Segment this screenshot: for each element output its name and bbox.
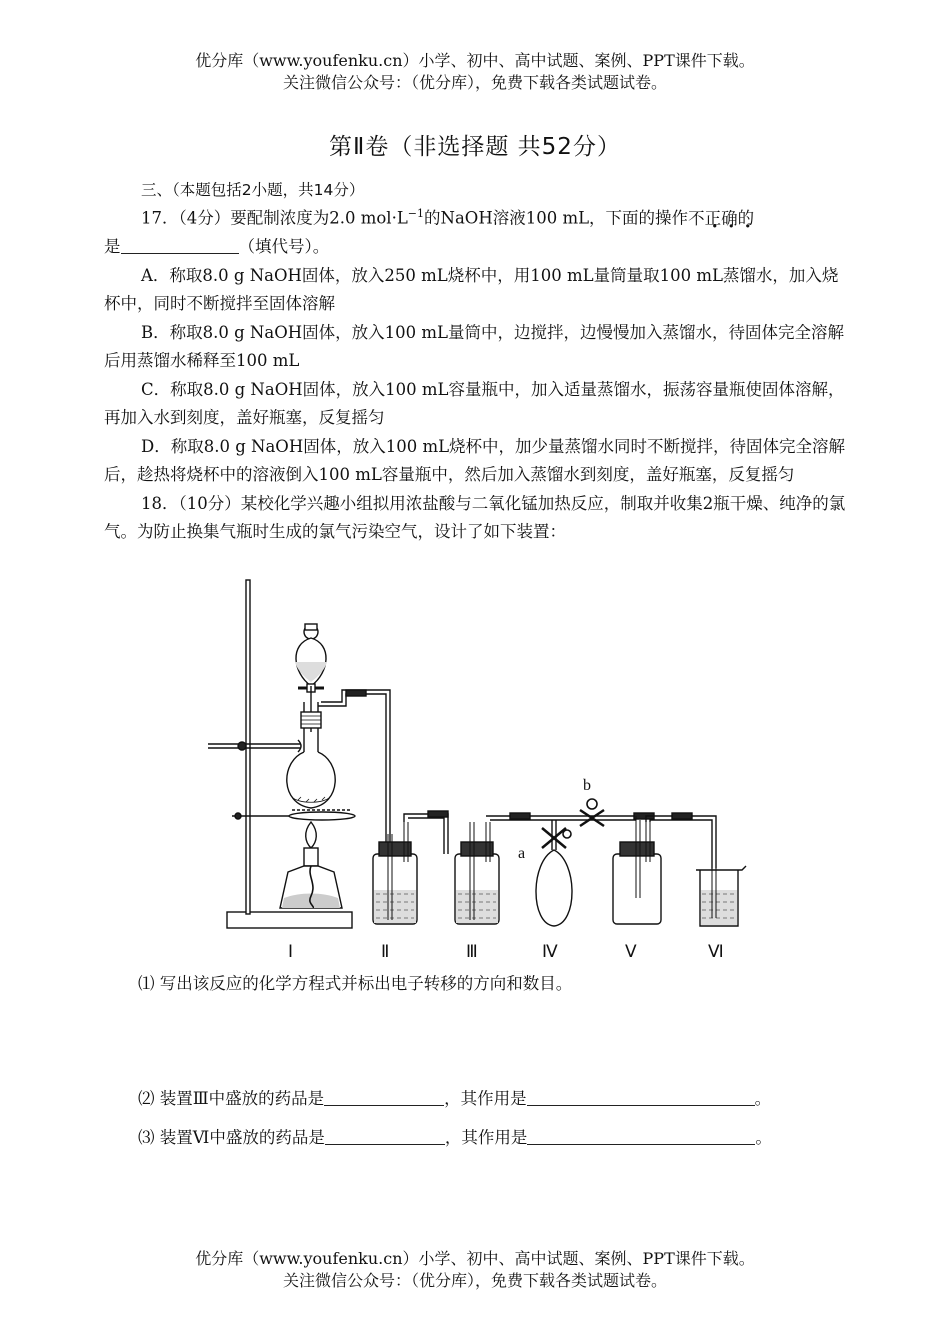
label-clip-b: b	[583, 777, 591, 794]
label-I: Ⅰ	[288, 942, 294, 961]
answer-blank-sub2-purpose[interactable]	[527, 1087, 755, 1106]
section-heading: 三、（本题包括2小题，共14分）	[141, 181, 365, 199]
q17-option-a: A．称取8.0 g NaOH固体，放入250 mL烧杯中，用100 mL量筒量取100 mL蒸馏水，加入烧杯中，同时不断搅拌至固体溶解	[104, 265, 839, 313]
footer-line-1: 优分库（www.youfenku.cn）小学、初中、高中试题、案例、PPT课件下载。	[195, 1249, 755, 1268]
answer-blank-sub3-reagent[interactable]	[325, 1126, 445, 1145]
header-line-1: 优分库（www.youfenku.cn）小学、初中、高中试题、案例、PPT课件下载。	[195, 51, 755, 70]
q17-option-d: D．称取8.0 g NaOH固体，放入100 mL烧杯中，加少量蒸馏水同时不断搅拌，待固体完全溶解后，趁热将烧杯中的溶液倒入100 mL容量瓶中，然后加入蒸馏水到刻度，盖好瓶塞，反复摇匀	[104, 436, 846, 484]
answer-blank-sub3-purpose[interactable]	[527, 1126, 755, 1145]
q17-option-c: C．称取8.0 g NaOH固体，放入100 mL容量瓶中，加入适量蒸馏水，振荡容量瓶使固体溶解，再加入水到刻度，盖好瓶塞，反复摇匀	[104, 379, 845, 427]
header-line-2: 关注微信公众号：（优分库），免费下载各类试题试卷。	[282, 73, 667, 92]
label-VI: Ⅵ	[708, 942, 724, 961]
apparatus-II-bottle	[373, 811, 448, 924]
question-17	[104, 200, 854, 547]
apparatus-diagram	[180, 572, 780, 972]
q18-sub2: ⑵ 装置Ⅲ中盛放的药品是 ，其作用是 。	[138, 1089, 772, 1108]
answer-blank-sub2-reagent[interactable]	[324, 1087, 444, 1106]
label-IV: Ⅳ	[542, 942, 558, 961]
apparatus-IV-balloon	[536, 820, 572, 926]
q18-stem: 18．（10分）某校化学兴趣小组拟用浓盐酸与二氧化锰加热反应，制取并收集2瓶干燥、纯净的氯气。为防止换集气瓶时生成的氯气污染空气，设计了如下装置：	[104, 493, 846, 541]
page-title: 第Ⅱ卷（非选择题 共52分）	[329, 134, 621, 160]
label-V: Ⅴ	[625, 942, 637, 961]
footer-line-2: 关注微信公众号：（优分库），免费下载各类试题试卷。	[282, 1271, 667, 1290]
apparatus-clip-b	[580, 799, 654, 826]
q17-stem: 17．（4分）要配制浓度为2.0 $mol\cdot L^{-1}$的NaOH溶液100 mL，下面的操作不正确的	[141, 207, 755, 228]
q18-sub3: ⑶ 装置Ⅵ中盛放的药品是 ，其作用是 。	[138, 1128, 772, 1147]
answer-blank-17[interactable]	[121, 235, 239, 254]
q18-sub1: ⑴ 写出该反应的化学方程式并标出电子转移的方向和数目。	[138, 974, 573, 993]
q17-option-b: B．称取8.0 g NaOH固体，放入100 mL量筒中，边搅拌，边慢慢加入蒸馏水，待固体完全溶解后用蒸馏水稀释至100 mL	[104, 322, 844, 370]
label-III: Ⅲ	[466, 942, 478, 961]
label-II: Ⅱ	[381, 942, 390, 961]
label-clip-a: a	[518, 845, 526, 862]
apparatus-VI-beaker	[696, 822, 746, 926]
apparatus-I-burner	[280, 822, 342, 908]
q17-stem-line2: 是 （填代号）。	[104, 237, 330, 256]
